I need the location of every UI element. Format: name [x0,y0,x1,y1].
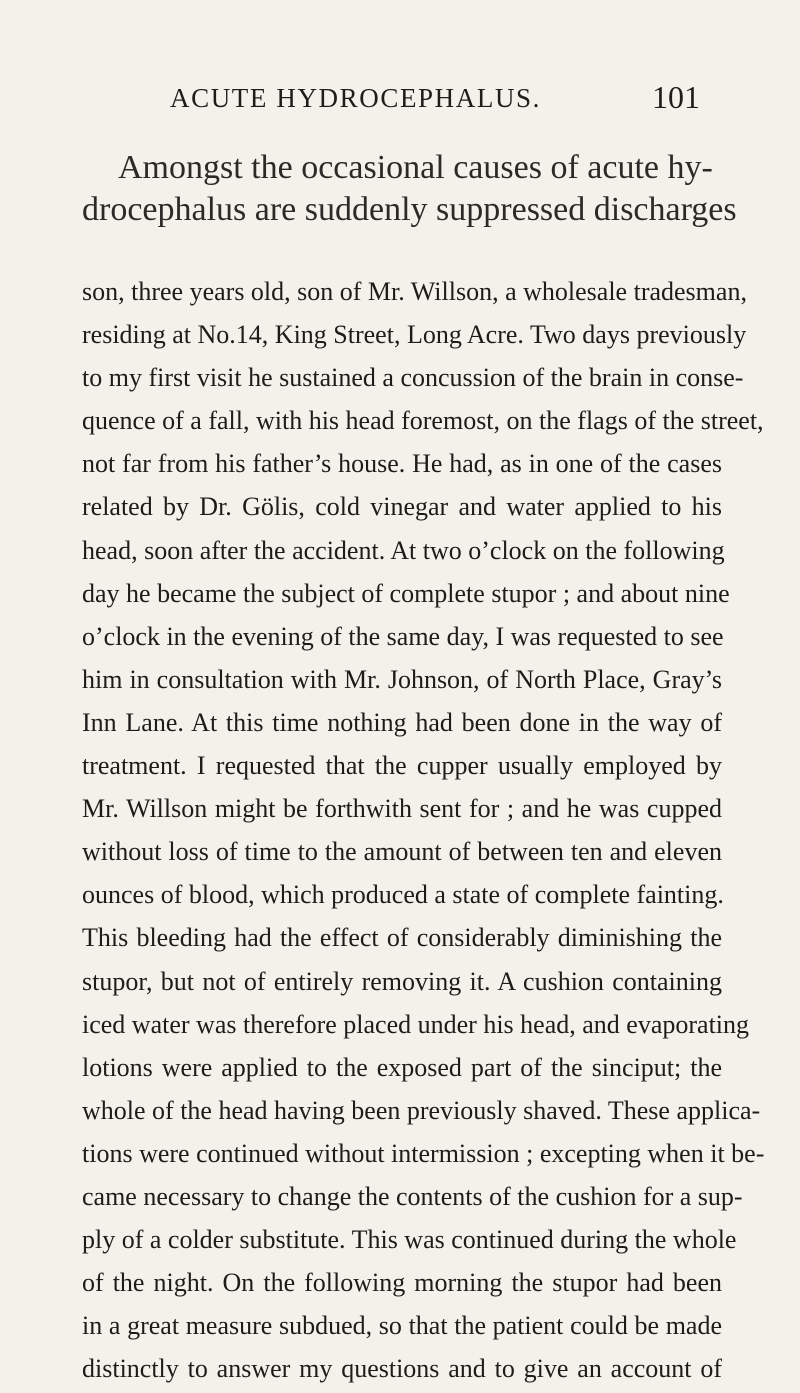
body-line: ply of a colder substitute. This was continued during the whole [82,1225,737,1255]
intro-line: Amongst the occasional causes of acute hy- [118,149,713,186]
body-line: whole of the head having been previously shaved. These applica- [82,1095,761,1125]
page-number: 101 [652,79,700,115]
body-line: related by Dr. Gölis, cold vinegar and water applied to his [82,492,722,522]
body-line: son, three years old, son of Mr. Willson, a wholesale tradesman, [82,277,747,306]
body-line: quence of a fall, with his head foremost, on the flags of the street, [82,406,764,436]
body-line: of the night. On the following morning the stupor had been [82,1268,722,1298]
body-line: tions were continued without intermission ; excepting when it be- [82,1138,765,1168]
body-line: This bleeding had the effect of considerably diminishing the [82,923,722,953]
body-line: iced water was therefore placed under his head, and evaporating [82,1009,750,1039]
body-line: residing at No.14, King Street, Long Acre. Two days previously [82,320,747,350]
body-line: distinctly to answer my questions and to give an account of [82,1354,722,1384]
body-line: lotions were applied to the exposed part of the sinciput; the [82,1052,722,1082]
body-line: came necessary to change the contents of the cushion for a sup- [82,1181,743,1211]
page-header [170,79,700,123]
body-line: without loss of time to the amount of between ten and eleven [82,837,722,867]
body-line: head, soon after the accident. At two o’clock on the following [82,535,725,565]
body-line: stupor, but not of entirely removing it. A cushion containing [82,966,722,996]
body-paragraph [82,270,765,1390]
intro-line: drocephalus are suddenly suppressed discharges [82,191,737,228]
body-line: Inn Lane. At this time nothing had been done in the way of [82,707,722,737]
body-line: treatment. I requested that the cupper usually employed by [82,751,722,781]
body-line: not far from his father’s house. He had, as in one of the cases [82,449,722,479]
body-line: in a great measure subdued, so that the patient could be made [82,1311,722,1341]
body-line: to my first visit he sustained a concussion of the brain in conse- [82,363,744,393]
body-line: o’clock in the evening of the same day, I was requested to see [82,621,724,651]
body-line: day he became the subject of complete stupor ; and about nine [82,578,730,608]
intro-paragraph [82,147,737,231]
body-line: ounces of blood, which produced a state of complete fainting. [82,880,724,910]
body-line: him in consultation with Mr. Johnson, of North Place, Gray’s [82,664,722,694]
running-title: ACUTE HYDROCEPHALUS. [170,83,542,113]
body-line: Mr. Willson might be forthwith sent for ; and he was cupped [82,794,722,824]
